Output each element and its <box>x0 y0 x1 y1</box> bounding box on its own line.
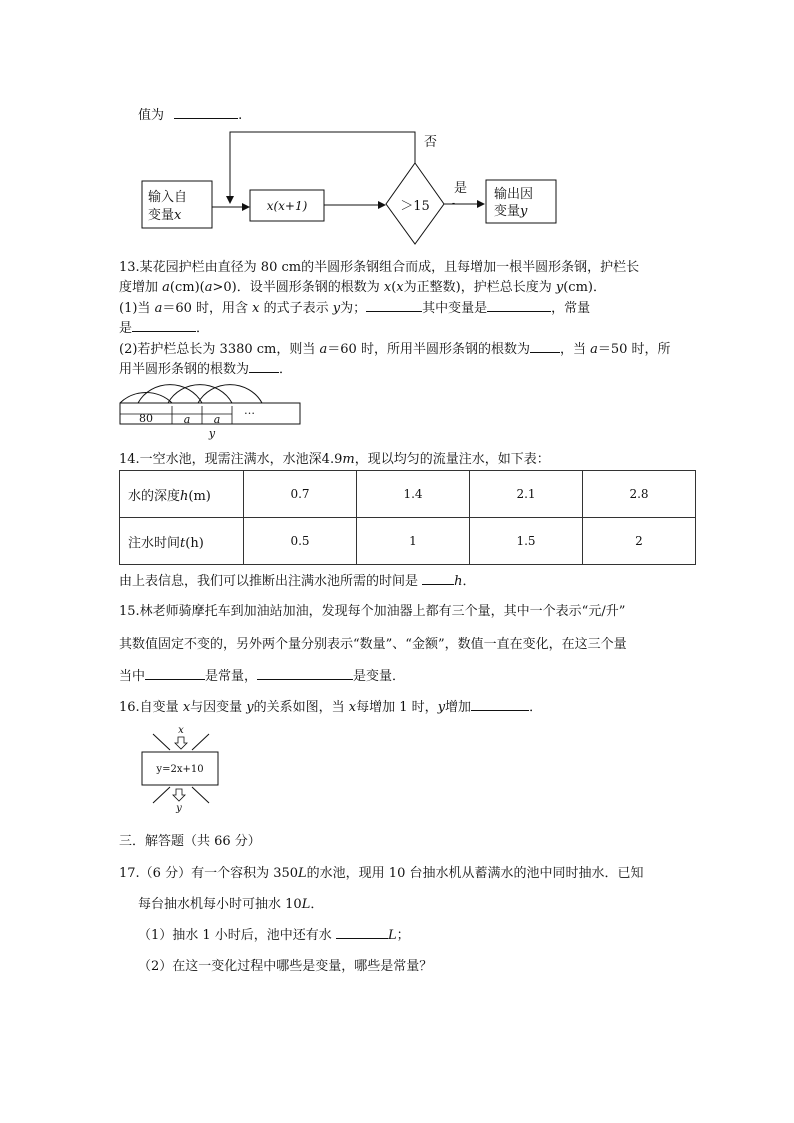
q13-intro-line2: 度增加 a(cm)(a>0)．设半圆形条钢的根数为 x(x为正整数)，护栏总长度为 y(cm)． <box>119 280 606 295</box>
flow-output-line2: 变量y <box>494 204 528 219</box>
q12-value-prefix: 值为 <box>138 108 165 123</box>
section-title: 三．解答题（共 66 分） <box>119 834 261 849</box>
q13-part2-line1: (2)若护栏总长为 3380 cm，则当 a＝60 时，所用半圆形条钢的根数为 ，当 a＝50 时，所 <box>119 342 671 357</box>
output-arrow-icon <box>173 789 185 801</box>
q12-answer-line: 值为 . <box>138 108 243 123</box>
q17-line1: 17.（6 分）有一个容积为 350L的水池，现用 10 台抽水机从蓄满水的池中同时抽水．已知 <box>119 866 644 881</box>
row-header: 水的深度h(m) <box>120 471 244 518</box>
flow-yes-dash: - <box>452 199 456 209</box>
table-cell: 2.8 <box>583 471 696 518</box>
q14-conclusion: 由上表信息，我们可以推断出注满水池所需的时间是 h． <box>119 574 476 589</box>
machine-input-var: x <box>178 725 184 736</box>
machine-output-var: y <box>176 803 182 814</box>
table-cell: 0.7 <box>244 471 357 518</box>
fence-label-a: a <box>183 413 191 426</box>
table-cell: 1.5 <box>470 518 583 565</box>
fence-dots: … <box>244 404 255 417</box>
fence-label-a: a <box>213 413 221 426</box>
flow-input-line1: 输入自 <box>148 190 188 205</box>
table-cell: 2 <box>583 518 696 565</box>
flow-decision-label: ＞15 <box>400 199 430 214</box>
q17-part1: （1）抽水 1 小时后，池中还有水 L； <box>138 928 410 943</box>
table-cell: 1 <box>357 518 470 565</box>
table-cell: 2.1 <box>470 471 583 518</box>
row-header: 注水时间t(h) <box>120 518 244 565</box>
flow-input-line2: 变量x <box>148 208 182 223</box>
flow-output-line1: 输出因 <box>494 187 534 202</box>
q14-intro: 14.一空水池，现需注满水，水池深4.9m，现以均匀的流量注水，如下表： <box>119 452 550 467</box>
machine-formula: y=2x+10 <box>156 764 204 775</box>
flow-no-label: 否 <box>424 135 438 150</box>
input-arrow-icon <box>175 737 187 749</box>
flow-yes-label: 是 <box>454 181 468 196</box>
table-cell: 0.5 <box>244 518 357 565</box>
q15-line1: 15.林老师骑摩托车到加油站加油，发现每个加油器上都有三个量，其中一个表示“元/升” <box>119 604 626 619</box>
q13-intro-line1: 13.某花园护栏由直径为 80 cm的半圆形条钢组合而成，且每增加一根半圆形条钢，护栏长 <box>119 260 640 275</box>
q15-line3: 当中 是常量， 是变量． <box>119 669 406 684</box>
flow-process-label: x(x+1) <box>266 199 308 213</box>
q17-part2: （2）在这一变化过程中哪些是变量，哪些是常量？ <box>138 959 433 974</box>
fence-label-80: 80 <box>139 412 153 425</box>
q16-text: 16.自变量 x与因变量 y的关系如图，当 x每增加 1 时，y增加 ． <box>119 700 543 715</box>
q13-part1-line2: 是 ． <box>119 321 210 336</box>
q17-line2: 每台抽水机每小时可抽水 10L． <box>138 897 324 912</box>
table-cell: 1.4 <box>357 471 470 518</box>
answer-blank <box>336 926 388 939</box>
fence-label-y: y <box>208 427 216 440</box>
q13-part1-line1: (1)当 a＝60 时，用含 x 的式子表示 y为； 其中变量是 ，常量 <box>119 301 591 316</box>
q13-part2-line2: 用半圆形条钢的根数为 ． <box>119 362 293 377</box>
q15-line2: 其数值固定不变的，另外两个量分别表示“数量”、“金额”，数值一直在变化，在这三个量 <box>119 637 627 652</box>
